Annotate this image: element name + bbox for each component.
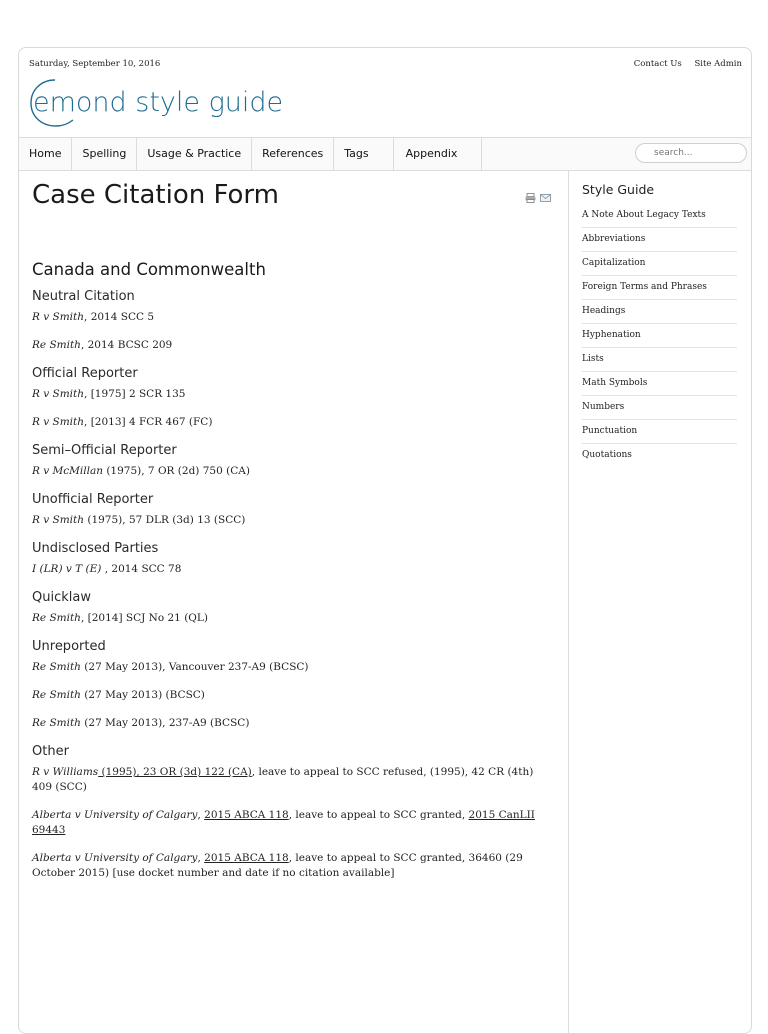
subheading-unreported: Unreported: [32, 639, 106, 654]
nav-appendix[interactable]: Appendix: [394, 138, 483, 170]
case-name: Re Smith: [32, 612, 81, 624]
citation-text: , 2014 SCC 5: [84, 311, 155, 323]
citation-text: ,: [197, 852, 205, 864]
case-name: R v Smith: [32, 514, 85, 526]
article-body: [32, 260, 552, 894]
case-name: Re Smith: [32, 339, 81, 351]
nav-home[interactable]: Home: [19, 138, 72, 170]
citation-line: [32, 851, 552, 881]
citation-line: [32, 660, 552, 675]
case-name: Alberta v University of Calgary: [32, 852, 198, 864]
subheading-quicklaw: Quicklaw: [32, 590, 91, 605]
citation-text: , leave to appeal to SCC granted,: [288, 809, 469, 821]
contact-us-link[interactable]: Contact Us: [633, 59, 682, 69]
header-date: Saturday, September 10, 2016: [29, 59, 161, 69]
sidebar-item-capitalization[interactable]: Capitalization: [582, 252, 737, 276]
case-name: R v Smith: [32, 416, 85, 428]
case-name: Re Smith: [32, 661, 81, 673]
sidebar-title: Style Guide: [582, 182, 655, 197]
sidebar-item-legacy-texts[interactable]: A Note About Legacy Texts: [582, 204, 737, 228]
citation-text: , leave to appeal to SCC refused, (1995), 42 CR (4th) 409 (SCC): [32, 766, 534, 793]
subheading-neutral: Neutral Citation: [32, 289, 135, 304]
citation-line: [32, 716, 552, 731]
site-logo[interactable]: [29, 76, 283, 128]
citation-line: [32, 387, 552, 402]
case-name: I (LR) v T (E): [32, 563, 102, 575]
sidebar-item-headings[interactable]: Headings: [582, 300, 737, 324]
print-icon[interactable]: [525, 188, 536, 207]
sidebar-item-numbers[interactable]: Numbers: [582, 396, 737, 420]
nav-tags[interactable]: Tags: [334, 138, 393, 170]
site-admin-link[interactable]: Site Admin: [694, 59, 742, 69]
citation-line: [32, 688, 552, 703]
citation-line: [32, 310, 552, 325]
case-name: Re Smith: [32, 717, 81, 729]
citation-text: , [1975] 2 SCR 135: [84, 388, 186, 400]
subheading-undisclosed: Undisclosed Parties: [32, 541, 159, 556]
citation-text: (27 May 2013), Vancouver 237-A9 (BCSC): [80, 661, 309, 673]
subheading-unofficial: Unofficial Reporter: [32, 492, 154, 507]
section-heading: Canada and Commonwealth: [32, 260, 266, 279]
subheading-other: Other: [32, 744, 69, 759]
citation-line: [32, 415, 552, 430]
sidebar-item-lists[interactable]: Lists: [582, 348, 737, 372]
case-name: R v Williams: [32, 766, 99, 778]
case-name: R v McMillan: [32, 465, 103, 477]
case-name: R v Smith: [32, 311, 85, 323]
page-frame: [18, 47, 752, 1034]
citation-text: ,: [197, 809, 205, 821]
case-name: Alberta v University of Calgary: [32, 809, 198, 821]
main-content: [19, 170, 569, 1034]
citation-text: (1975), 57 DLR (3d) 13 (SCC): [84, 514, 246, 526]
subheading-official: Official Reporter: [32, 366, 138, 381]
sidebar-item-punctuation[interactable]: Punctuation: [582, 420, 737, 444]
citation-link[interactable]: 2015 ABCA 118: [204, 852, 289, 864]
citation-line: [32, 562, 552, 577]
case-name: R v Smith: [32, 388, 85, 400]
citation-text: (27 May 2013), 237-A9 (BCSC): [80, 717, 250, 729]
main-navbar: [19, 137, 751, 171]
citation-link[interactable]: (1995), 23 OR (3d) 122 (CA): [98, 766, 252, 778]
citation-text: , leave to appeal to SCC granted, 36460 (29 October 2015) [use docket number and date if no citation available]: [32, 852, 523, 879]
top-links: [624, 59, 742, 69]
citation-link[interactable]: 2015 ABCA 118: [204, 809, 289, 821]
nav-usage-practice[interactable]: Usage & Practice: [137, 138, 252, 170]
email-icon[interactable]: [540, 188, 551, 207]
logo-text: emond style guide: [33, 86, 284, 118]
subheading-semi-official: Semi–Official Reporter: [32, 443, 177, 458]
citation-text: , [2013] 4 FCR 467 (FC): [84, 416, 213, 428]
citation-text: , 2014 BCSC 209: [80, 339, 173, 351]
search-input[interactable]: [635, 143, 747, 163]
sidebar-item-hyphenation[interactable]: Hyphenation: [582, 324, 737, 348]
sidebar: [582, 182, 737, 467]
article-tools: [525, 188, 551, 207]
sidebar-item-quotations[interactable]: Quotations: [582, 450, 632, 460]
citation-text: (1975), 7 OR (2d) 750 (CA): [103, 465, 250, 477]
citation-line: [32, 765, 552, 795]
citation-line: [32, 513, 552, 528]
citation-line: [32, 464, 552, 479]
citation-text: , [2014] SCJ No 21 (QL): [80, 612, 208, 624]
citation-line: [32, 808, 552, 838]
sidebar-item-abbreviations[interactable]: Abbreviations: [582, 228, 737, 252]
nav-spelling[interactable]: Spelling: [72, 138, 137, 170]
citation-line: [32, 338, 552, 353]
citation-link[interactable]: 2015 CanLII 69443: [32, 809, 535, 836]
nav-references[interactable]: References: [252, 138, 334, 170]
sidebar-item-foreign-terms[interactable]: Foreign Terms and Phrases: [582, 276, 737, 300]
case-name: Re Smith: [32, 689, 81, 701]
page-title: Case Citation Form: [32, 180, 279, 210]
citation-line: [32, 611, 552, 626]
citation-text: , 2014 SCC 78: [101, 563, 182, 575]
sidebar-item-math-symbols[interactable]: Math Symbols: [582, 372, 737, 396]
citation-text: (27 May 2013) (BCSC): [80, 689, 205, 701]
